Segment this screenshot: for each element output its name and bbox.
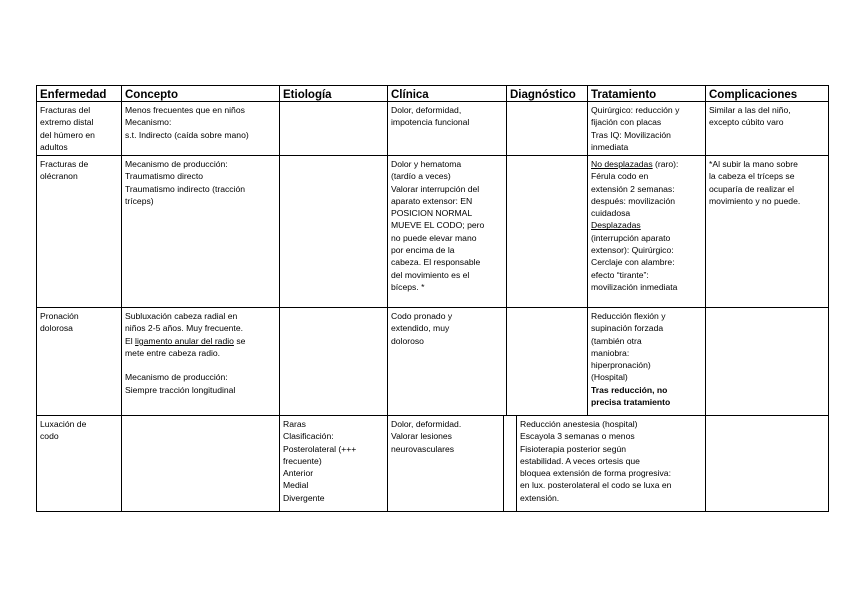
- row1-complicaciones: Similar a las del niño, excepto cúbito varo: [709, 105, 791, 128]
- row1-tratamiento: Quirúrgico: reducción y fijación con placas Tras IQ: Movilización inmediata: [591, 105, 680, 152]
- desplazadas-label: Desplazadas: [591, 220, 641, 231]
- row3-clinica: Codo pronado y extendido, muy doloroso: [391, 311, 453, 346]
- row4-etiologia: Raras Clasificación: Posterolateral (+++ frecuente) Anterior Medial Divergente: [283, 419, 357, 503]
- column-divider: [705, 85, 706, 512]
- row2-tratamiento: No desplazadas (raro): Férula codo en extensión 2 semanas: después: movilización cuidadosa Desplazadas (interrupción aparato extensor): Quirúrgico: Cerclaje con alambre: efecto “tirante”: movilización inmediata: [588, 156, 705, 295]
- header-diagnostico: Diagnóstico: [510, 89, 576, 101]
- table-border-bottom: [36, 511, 829, 512]
- header-clinica: Clínica: [391, 89, 429, 101]
- header-complicaciones: Complicaciones: [709, 89, 798, 101]
- row4-tratamiento: Reducción anestesia (hospital) Escayola 3 semanas o menos Fisioterapia posterior según estabilidad. A veces ortesis que bloquea extensión de forma progresiva: en lux. posterolateral el codo se luxa en extensión.: [520, 419, 672, 503]
- row1-enfermedad: Fracturas del extremo distal del húmero en adultos: [40, 105, 95, 152]
- row2-concepto: Mecanismo de producción: Traumatismo directo Traumatismo indirecto (tracción tríceps): [125, 159, 246, 206]
- row2-enfermedad: Fracturas de olécranon: [40, 159, 89, 182]
- header-enfermedad: Enfermedad: [40, 89, 107, 101]
- header-tratamiento: Tratamiento: [591, 89, 657, 101]
- column-divider: [503, 415, 504, 512]
- row1-clinica: Dolor, deformidad, impotencia funcional: [391, 105, 470, 128]
- row3-enfermedad: Pronación dolorosa: [40, 311, 79, 334]
- row3-concepto: Subluxación cabeza radial en niños 2-5 años. Muy frecuente. El ligamento anular del radio se mete entre cabeza radio. Mecanismo de producción: Siempre tracción longitudinal: [125, 311, 246, 395]
- row4-enfermedad: Luxación de codo: [40, 419, 87, 442]
- header-etiologia: Etiología: [283, 89, 332, 101]
- row2-clinica: Dolor y hematoma (tardío a veces) Valorar interrupción del aparato extensor: EN POSICION NORMAL MUEVE EL CODO; pero no puede elevar mano por encima de la cabeza. El responsable del movimiento es el bíceps. *: [391, 159, 485, 292]
- ligamento-anular-link-text: ligamento anular del radio: [135, 335, 234, 346]
- column-divider: [506, 85, 507, 416]
- row2-complicaciones: *Al subir la mano sobre la cabeza el tríceps se ocuparía de realizar el movimiento y no puede.: [709, 159, 801, 206]
- table-border-right: [828, 85, 829, 512]
- row4-clinica: Dolor, deformidad. Valorar lesiones neurovasculares: [391, 419, 462, 454]
- no-desplazadas-label: No desplazadas: [591, 159, 653, 169]
- column-divider: [121, 85, 122, 512]
- header-concepto: Concepto: [125, 89, 179, 101]
- row1-concepto: Menos frecuentes que en niños Mecanismo: s.t. Indirecto (caída sobre mano): [125, 105, 249, 140]
- row3-tratamiento: Reducción flexión y supinación forzada (también otra maniobra: hiperpronación) (Hospital) Tras reducción, no precisa tratamiento: [591, 311, 671, 408]
